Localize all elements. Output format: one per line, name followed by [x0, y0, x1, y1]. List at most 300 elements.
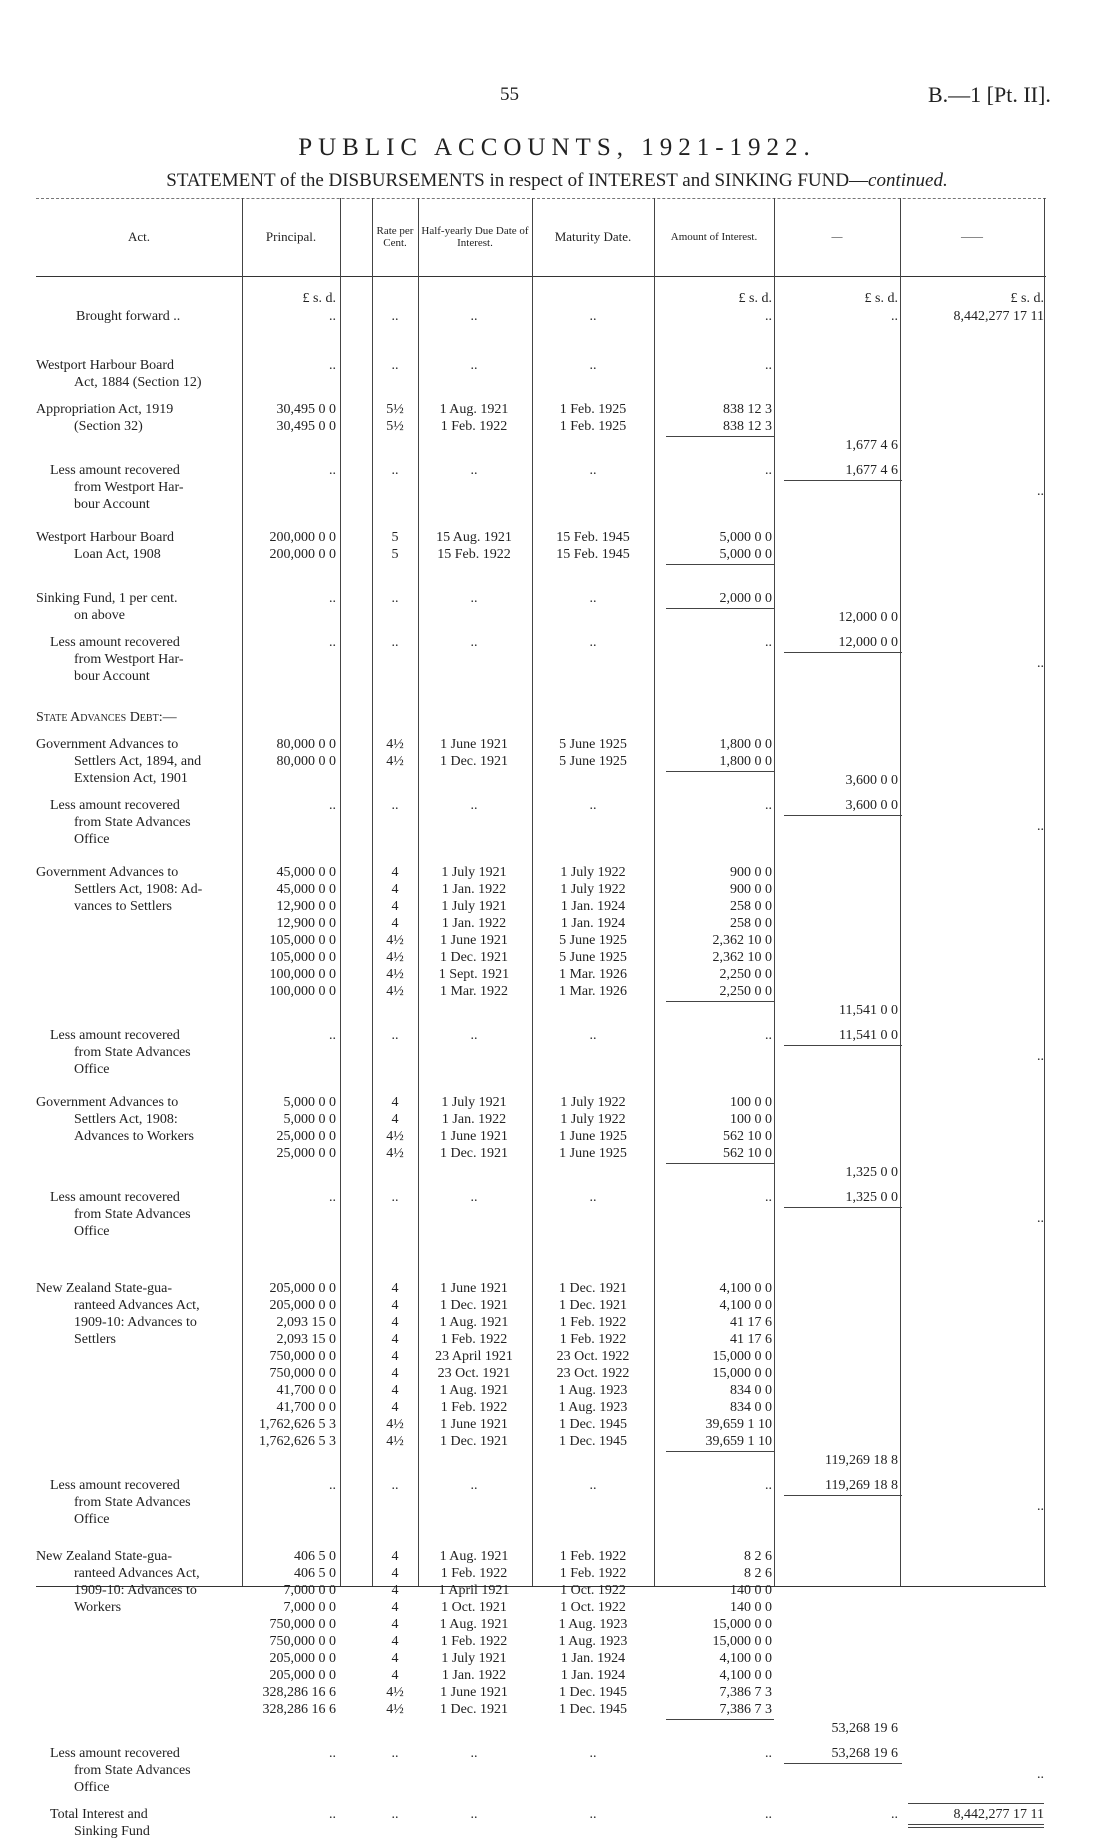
act-description — [36, 1477, 242, 1528]
maturity-date: 1 Feb. 1922 — [559, 1566, 627, 1581]
interest-amount: 4,100 0 0 — [719, 1298, 772, 1313]
maturity-date: 23 Oct. 1922 — [556, 1349, 630, 1364]
half-yearly-date: 1 Feb. 1922 — [440, 419, 508, 434]
rate-value: 4 — [391, 1112, 399, 1127]
interest-amount: .. — [765, 1807, 772, 1822]
interest-amount: .. — [765, 358, 772, 373]
subtotal-value: 53,268 19 6 — [831, 1721, 898, 1736]
maturity-date: 1 Dec. 1945 — [558, 1417, 628, 1432]
principal-value: 200,000 0 0 — [269, 530, 336, 545]
maturity-date: 1 June 1925 — [559, 1146, 627, 1161]
half-yearly-date: 15 Feb. 1922 — [437, 547, 511, 562]
interest-amount: 2,362 10 0 — [712, 933, 772, 948]
col-header-rate: Rate per Cent. — [376, 225, 414, 249]
act-line: Office — [74, 1512, 110, 1527]
interest-amount: 2,250 0 0 — [719, 967, 772, 982]
rate-value: 4 — [391, 865, 399, 880]
interest-amount: 5,000 0 0 — [719, 530, 772, 545]
act-line: Less amount recovered — [50, 1478, 180, 1493]
total-value: .. — [1037, 1049, 1044, 1064]
half-yearly-date: .. — [470, 358, 478, 373]
act-line: Office — [74, 1224, 110, 1239]
rate-value: 4 — [391, 1668, 399, 1683]
sum-rule — [666, 1001, 774, 1002]
maturity-date: 1 Dec. 1921 — [558, 1298, 628, 1313]
maturity-date: 1 Aug. 1923 — [558, 1617, 628, 1632]
rate-value: 4 — [391, 1600, 399, 1615]
rate-value: .. — [391, 1190, 399, 1205]
rate-value: 4½ — [386, 754, 404, 769]
rate-value: 4 — [391, 1549, 399, 1564]
act-line: Less amount recovered — [50, 1190, 180, 1205]
rate-value: .. — [391, 1478, 399, 1493]
interest-amount: .. — [765, 309, 772, 324]
principal-value: .. — [329, 1746, 336, 1761]
maturity-date: .. — [589, 1028, 597, 1043]
half-yearly-date: 1 Jan. 1922 — [441, 916, 507, 931]
half-yearly-date: 1 April 1921 — [438, 1583, 510, 1598]
maturity-date: 1 Jan. 1924 — [560, 1651, 626, 1666]
total-value: .. — [1037, 484, 1044, 499]
principal-value: 80,000 0 0 — [276, 737, 336, 752]
half-yearly-date: 1 Feb. 1922 — [440, 1566, 508, 1581]
interest-amount: 140 0 0 — [730, 1600, 772, 1615]
rate-value: 4 — [391, 1366, 399, 1381]
subtotal-value: 11,541 0 0 — [839, 1028, 898, 1043]
principal-value: 41,700 0 0 — [276, 1400, 336, 1415]
rate-value: 4½ — [386, 1146, 404, 1161]
interest-amount: 41 17 6 — [730, 1332, 772, 1347]
subtotal-value: 53,268 19 6 — [831, 1746, 898, 1761]
subtotal-value: 1,325 0 0 — [845, 1190, 898, 1205]
rate-value: .. — [391, 1746, 399, 1761]
total-value: .. — [1037, 656, 1044, 671]
act-line: Loan Act, 1908 — [74, 547, 161, 562]
rate-value: 4½ — [386, 737, 404, 752]
rate-value: 4 — [391, 1383, 399, 1398]
total-value: .. — [1037, 1211, 1044, 1226]
interest-amount: 8 2 6 — [744, 1566, 772, 1581]
half-yearly-date: .. — [470, 591, 478, 606]
act-description — [36, 529, 242, 563]
principal-value: .. — [329, 358, 336, 373]
rate-value: .. — [391, 463, 399, 478]
act-line: Office — [74, 832, 110, 847]
rate-value: 4 — [391, 1281, 399, 1296]
principal-value: .. — [329, 1190, 336, 1205]
principal-value: 105,000 0 0 — [269, 950, 336, 965]
interest-amount: 562 10 0 — [723, 1146, 772, 1161]
act-line: Act, 1884 (Section 12) — [74, 375, 202, 390]
subtotal-value: 3,600 0 0 — [845, 773, 898, 788]
maturity-date: 1 Feb. 1922 — [559, 1549, 627, 1564]
act-line: bour Account — [74, 497, 150, 512]
act-line: ranteed Advances Act, — [74, 1298, 200, 1313]
rate-value: 4 — [391, 1298, 399, 1313]
rate-value: 4½ — [386, 933, 404, 948]
principal-value: 750,000 0 0 — [269, 1349, 336, 1364]
col-header-col7: —— — [961, 231, 983, 243]
act-line: Total Interest and — [50, 1807, 148, 1822]
half-yearly-date: 1 Aug. 1921 — [439, 1617, 509, 1632]
act-line: Government Advances to — [36, 737, 179, 752]
interest-amount: 4,100 0 0 — [719, 1281, 772, 1296]
principal-value: 7,000 0 0 — [283, 1583, 336, 1598]
subtotal-value: 119,269 18 8 — [825, 1453, 898, 1468]
principal-value: 41,700 0 0 — [276, 1383, 336, 1398]
interest-amount: 900 0 0 — [730, 865, 772, 880]
principal-value: 30,495 0 0 — [276, 419, 336, 434]
subtotal-value: 12,000 0 0 — [838, 635, 898, 650]
principal-value: 5,000 0 0 — [283, 1095, 336, 1110]
half-yearly-date: 1 July 1921 — [441, 865, 507, 880]
act-line: 1909-10: Advances to — [74, 1583, 197, 1598]
half-yearly-date: 1 Jan. 1922 — [441, 1112, 507, 1127]
act-description — [36, 590, 242, 624]
maturity-date: .. — [589, 591, 597, 606]
total-value: .. — [1037, 1499, 1044, 1514]
currency-col6: £ s. d. — [864, 291, 898, 306]
interest-amount: 2,362 10 0 — [712, 950, 772, 965]
maturity-date: 5 June 1925 — [559, 933, 627, 948]
rate-value: .. — [391, 309, 399, 324]
act-line: from State Advances — [74, 1763, 191, 1778]
interest-amount: 1,800 0 0 — [719, 754, 772, 769]
act-line: Brought forward .. — [76, 309, 181, 324]
principal-value: 100,000 0 0 — [269, 967, 336, 982]
sum-rule — [666, 436, 774, 437]
principal-value: 100,000 0 0 — [269, 984, 336, 999]
half-yearly-date: 1 Aug. 1921 — [439, 1549, 509, 1564]
act-description — [36, 1280, 242, 1348]
principal-value: 328,286 16 6 — [262, 1685, 336, 1700]
principal-value: .. — [329, 1478, 336, 1493]
act-line: Settlers — [74, 1332, 116, 1347]
principal-value: 750,000 0 0 — [269, 1617, 336, 1632]
principal-value: 200,000 0 0 — [269, 547, 336, 562]
principal-value: 2,093 15 0 — [276, 1332, 336, 1347]
act-line: Office — [74, 1780, 110, 1795]
act-line: from State Advances — [74, 1207, 191, 1222]
interest-amount: 258 0 0 — [730, 916, 772, 931]
half-yearly-date: .. — [470, 798, 478, 813]
half-yearly-date: 1 July 1921 — [441, 1651, 507, 1666]
rate-value: 4½ — [386, 967, 404, 982]
act-line: from Westport Har- — [74, 480, 184, 495]
subtotal-value: 3,600 0 0 — [845, 798, 898, 813]
principal-value: 406 5 0 — [294, 1549, 336, 1564]
sum-rule — [908, 1824, 1044, 1825]
half-yearly-date: 1 July 1921 — [441, 899, 507, 914]
half-yearly-date: 1 Oct. 1921 — [441, 1600, 507, 1615]
interest-amount: 15,000 0 0 — [712, 1634, 772, 1649]
rate-value: 4½ — [386, 1685, 404, 1700]
half-yearly-date: 23 April 1921 — [435, 1349, 513, 1364]
act-description — [36, 1548, 242, 1616]
rate-value: 4 — [391, 1634, 399, 1649]
sum-rule — [666, 1451, 774, 1452]
maturity-date: .. — [589, 1807, 597, 1822]
rate-value: 4 — [391, 916, 399, 931]
half-yearly-date: 1 Aug. 1921 — [439, 402, 509, 417]
principal-value: 205,000 0 0 — [269, 1668, 336, 1683]
maturity-date: 1 Feb. 1922 — [559, 1332, 627, 1347]
rate-value: 4 — [391, 1349, 399, 1364]
rate-value: 5½ — [386, 402, 404, 417]
half-yearly-date: .. — [470, 1478, 478, 1493]
act-line: Settlers Act, 1908: Ad- — [74, 882, 203, 897]
act-line: Less amount recovered — [50, 1746, 180, 1761]
maturity-date: .. — [589, 463, 597, 478]
principal-value: .. — [329, 591, 336, 606]
half-yearly-date: .. — [470, 309, 478, 324]
col-header-halfyearly: Half-yearly Due Date of Interest. — [421, 225, 529, 249]
act-line: from State Advances — [74, 815, 191, 830]
half-yearly-date: 1 Dec. 1921 — [439, 1298, 509, 1313]
maturity-date: 1 Jan. 1924 — [560, 916, 626, 931]
half-yearly-date: .. — [470, 1190, 478, 1205]
principal-value: 80,000 0 0 — [276, 754, 336, 769]
currency-col7: £ s. d. — [1010, 291, 1044, 306]
sum-rule — [908, 1803, 1044, 1804]
maturity-date: 1 Aug. 1923 — [558, 1400, 628, 1415]
half-yearly-date: .. — [470, 463, 478, 478]
rate-value: 4½ — [386, 950, 404, 965]
rate-value: 4½ — [386, 1702, 404, 1717]
maturity-date: .. — [589, 798, 597, 813]
act-line: State Advances Debt:— — [36, 710, 177, 725]
col-header-amount: Amount of Interest. — [670, 231, 758, 243]
interest-amount: .. — [765, 635, 772, 650]
half-yearly-date: 1 Dec. 1921 — [439, 754, 509, 769]
act-line: Office — [74, 1062, 110, 1077]
maturity-date: 1 Aug. 1923 — [558, 1634, 628, 1649]
subtotal-value: 1,677 4 6 — [845, 463, 898, 478]
page-subtitle — [0, 170, 1114, 192]
interest-amount: 838 12 3 — [723, 419, 772, 434]
act-line: from Westport Har- — [74, 652, 184, 667]
principal-value: .. — [329, 1807, 336, 1822]
act-description — [36, 308, 242, 325]
sum-rule — [666, 564, 774, 565]
subtotal-value: 1,677 4 6 — [845, 438, 898, 453]
rate-value: 4 — [391, 1315, 399, 1330]
rate-value: 4½ — [386, 1434, 404, 1449]
interest-amount: 15,000 0 0 — [712, 1617, 772, 1632]
maturity-date: .. — [589, 1478, 597, 1493]
total-value: 8,442,277 17 11 — [953, 1807, 1044, 1822]
principal-value: 205,000 0 0 — [269, 1281, 336, 1296]
interest-amount: 834 0 0 — [730, 1400, 772, 1415]
act-line: Less amount recovered — [50, 635, 180, 650]
act-line: Settlers Act, 1894, and — [74, 754, 202, 769]
half-yearly-date: 1 Feb. 1922 — [440, 1634, 508, 1649]
act-description — [36, 1189, 242, 1240]
act-description — [36, 709, 242, 726]
act-line: Appropriation Act, 1919 — [36, 402, 174, 417]
half-yearly-date: 1 Jan. 1922 — [441, 1668, 507, 1683]
rate-value: .. — [391, 1807, 399, 1822]
rate-value: 4 — [391, 1617, 399, 1632]
principal-value: .. — [329, 798, 336, 813]
total-value: 8,442,277 17 11 — [953, 309, 1044, 324]
half-yearly-date: .. — [470, 1028, 478, 1043]
principal-value: 105,000 0 0 — [269, 933, 336, 948]
subtotal-value: 1,325 0 0 — [845, 1165, 898, 1180]
half-yearly-date: 1 Dec. 1921 — [439, 1434, 509, 1449]
disbursements-table — [36, 198, 1046, 1839]
currency-amount: £ s. d. — [738, 291, 772, 306]
act-description — [36, 736, 242, 787]
interest-amount: 39,659 1 10 — [705, 1417, 772, 1432]
maturity-date: 15 Feb. 1945 — [556, 547, 630, 562]
sum-rule — [908, 1827, 1044, 1828]
act-line: vances to Settlers — [74, 899, 172, 914]
maturity-date: 1 Dec. 1945 — [558, 1434, 628, 1449]
maturity-date: 1 July 1922 — [560, 1095, 626, 1110]
rate-value: .. — [391, 798, 399, 813]
rate-value: 5 — [391, 530, 399, 545]
rate-value: 4 — [391, 1400, 399, 1415]
interest-amount: 1,800 0 0 — [719, 737, 772, 752]
sum-rule — [784, 1495, 902, 1496]
rate-value: 4½ — [386, 1417, 404, 1432]
page-number: 55 — [500, 84, 519, 105]
principal-value: .. — [329, 463, 336, 478]
maturity-date: 1 Oct. 1922 — [560, 1583, 626, 1598]
rate-value: 4 — [391, 882, 399, 897]
rate-value: 4 — [391, 1095, 399, 1110]
principal-value: 7,000 0 0 — [283, 1600, 336, 1615]
interest-amount: 15,000 0 0 — [712, 1349, 772, 1364]
maturity-date: 5 June 1925 — [559, 754, 627, 769]
maturity-date: 1 Feb. 1925 — [559, 419, 627, 434]
act-description — [36, 1027, 242, 1078]
maturity-date: 5 June 1925 — [559, 737, 627, 752]
half-yearly-date: 1 June 1921 — [440, 1685, 508, 1700]
principal-value: .. — [329, 1028, 336, 1043]
act-line: (Section 32) — [74, 419, 143, 434]
interest-amount: 900 0 0 — [730, 882, 772, 897]
half-yearly-date: 1 Aug. 1921 — [439, 1315, 509, 1330]
act-line: Workers — [74, 1600, 122, 1615]
act-description — [36, 1094, 242, 1145]
interest-amount: 4,100 0 0 — [719, 1668, 772, 1683]
maturity-date: 1 Dec. 1945 — [558, 1702, 628, 1717]
half-yearly-date: 1 Feb. 1922 — [440, 1332, 508, 1347]
rate-value: .. — [391, 591, 399, 606]
subtitle-continued: continued. — [868, 170, 948, 191]
act-line: New Zealand State-gua- — [36, 1549, 173, 1564]
half-yearly-date: 15 Aug. 1921 — [436, 530, 512, 545]
half-yearly-date: 1 Feb. 1922 — [440, 1400, 508, 1415]
principal-value: 205,000 0 0 — [269, 1651, 336, 1666]
interest-amount: 41 17 6 — [730, 1315, 772, 1330]
half-yearly-date: 1 June 1921 — [440, 1129, 508, 1144]
act-line: bour Account — [74, 669, 150, 684]
maturity-date: .. — [589, 358, 597, 373]
sum-rule — [784, 1763, 902, 1764]
page-title: PUBLIC ACCOUNTS, 1921-1922. — [298, 134, 816, 161]
sum-rule — [784, 1045, 902, 1046]
maturity-date: 1 July 1922 — [560, 865, 626, 880]
act-line: Less amount recovered — [50, 798, 180, 813]
act-line: Sinking Fund, 1 per cent. — [36, 591, 178, 606]
rate-value: 4 — [391, 1583, 399, 1598]
act-line: New Zealand State-gua- — [36, 1281, 173, 1296]
sum-rule — [666, 1719, 774, 1720]
sum-rule — [784, 652, 902, 653]
total-value: .. — [1037, 1767, 1044, 1782]
rate-value: .. — [391, 635, 399, 650]
document-reference: B.—1 [Pt. II]. — [928, 82, 1051, 107]
maturity-date: 1 Jan. 1924 — [560, 1668, 626, 1683]
rate-value: 5 — [391, 547, 399, 562]
interest-amount: 7,386 7 3 — [719, 1702, 772, 1717]
maturity-date: 1 Dec. 1945 — [558, 1685, 628, 1700]
principal-value: 5,000 0 0 — [283, 1112, 336, 1127]
act-description — [36, 401, 242, 435]
act-line: from State Advances — [74, 1495, 191, 1510]
maturity-date: .. — [589, 309, 597, 324]
interest-amount: 7,386 7 3 — [719, 1685, 772, 1700]
act-description — [36, 462, 242, 513]
maturity-date: .. — [589, 1190, 597, 1205]
principal-value: 45,000 0 0 — [276, 865, 336, 880]
act-description — [36, 797, 242, 848]
sum-rule — [784, 1207, 902, 1208]
maturity-date: 5 June 1925 — [559, 950, 627, 965]
act-line: Westport Harbour Board — [36, 358, 175, 373]
interest-amount: .. — [765, 463, 772, 478]
subtotal-value: 12,000 0 0 — [838, 610, 898, 625]
total-value: .. — [1037, 819, 1044, 834]
maturity-date: .. — [589, 635, 597, 650]
maturity-date: 1 Oct. 1922 — [560, 1600, 626, 1615]
interest-amount: 100 0 0 — [730, 1112, 772, 1127]
principal-value: 2,093 15 0 — [276, 1315, 336, 1330]
principal-value: 750,000 0 0 — [269, 1634, 336, 1649]
principal-value: 25,000 0 0 — [276, 1129, 336, 1144]
act-description — [36, 634, 242, 685]
sum-rule — [666, 771, 774, 772]
half-yearly-date: .. — [470, 635, 478, 650]
half-yearly-date: 1 June 1921 — [440, 933, 508, 948]
act-line: Settlers Act, 1908: — [74, 1112, 178, 1127]
principal-value: .. — [329, 309, 336, 324]
rate-value: 4 — [391, 1651, 399, 1666]
half-yearly-date: 1 Mar. 1922 — [439, 984, 509, 999]
principal-value: 25,000 0 0 — [276, 1146, 336, 1161]
maturity-date: 1 Aug. 1923 — [558, 1383, 628, 1398]
interest-amount: 2,000 0 0 — [719, 591, 772, 606]
act-line: Less amount recovered — [50, 1028, 180, 1043]
interest-amount: .. — [765, 1746, 772, 1761]
interest-amount: .. — [765, 1028, 772, 1043]
sum-rule — [784, 815, 902, 816]
act-description — [36, 864, 242, 915]
interest-amount: 834 0 0 — [730, 1383, 772, 1398]
half-yearly-date: 1 Dec. 1921 — [439, 1702, 509, 1717]
half-yearly-date: 1 June 1921 — [440, 1417, 508, 1432]
rate-value: 4½ — [386, 984, 404, 999]
principal-value: 406 5 0 — [294, 1566, 336, 1581]
principal-value: 12,900 0 0 — [276, 916, 336, 931]
act-line: Extension Act, 1901 — [74, 771, 188, 786]
col-header-principal: Principal. — [265, 229, 317, 244]
rate-value: 4½ — [386, 1129, 404, 1144]
act-line: on above — [74, 608, 125, 623]
